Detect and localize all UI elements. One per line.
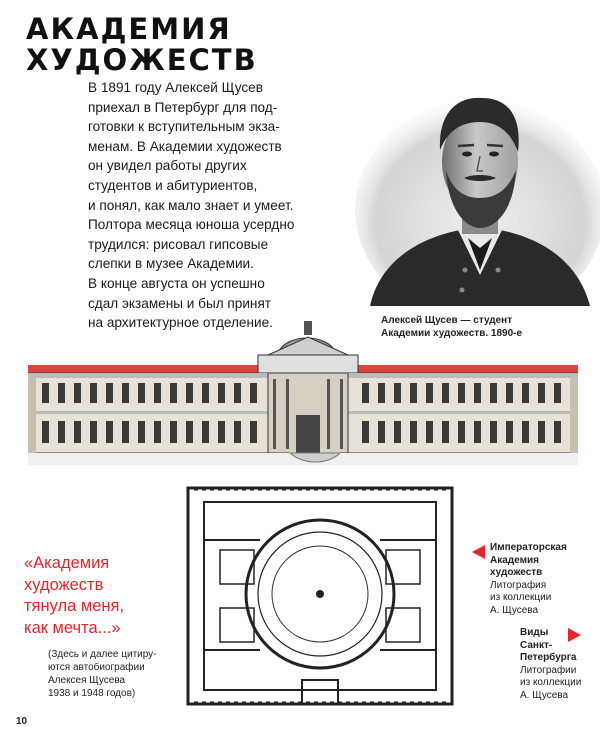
caption-line: из коллекции [490,592,552,603]
body-line: В конце августа он успешно [88,275,265,291]
caption-line: Алексей Щусев — студент [381,315,513,326]
caption-line: из коллекции [520,677,582,688]
facade-window [74,383,81,403]
body-line: студентов и абитуриентов, [88,177,258,193]
facade-window [410,421,417,443]
facade-window [250,421,257,443]
facade-window [394,421,401,443]
facade-window [410,383,417,403]
body-line: Полтора месяца юноша усердно [88,217,295,233]
caption-line: А. Щусева [490,604,539,616]
academy-floor-plan [180,480,460,712]
facade-window [442,383,449,403]
body-line: приехал в Петербург для под- [88,99,278,115]
facade-window [426,383,433,403]
views-caption [520,627,600,702]
lithograph-caption [490,542,600,617]
facade-window [138,383,145,403]
quote-line: художеств [24,575,104,594]
facade-window [538,383,545,403]
facade-window [378,383,385,403]
portrait-photo [350,70,600,306]
facade-window [458,383,465,403]
title-line: АКАДЕМИЯ [26,12,232,46]
facade-window [218,421,225,443]
facade-window [234,421,241,443]
academy-facade-lithograph [28,315,578,475]
facade-window [138,421,145,443]
quote-line: как мечта...» [24,618,121,637]
pull-quote [24,553,194,639]
facade-window [362,421,369,443]
facade-window [394,383,401,403]
caption-title-line: Санкт- [520,639,553,651]
facade-window [186,383,193,403]
note-line: ются автобиографии [48,662,145,673]
body-line: готовки к вступительным экза- [88,119,280,135]
facade-window [426,421,433,443]
caption-title-line: Академия [490,554,539,566]
facade-window [490,421,497,443]
facade-window [458,421,465,443]
caption-line: Литография [490,579,547,591]
facade-window [122,421,129,443]
caption-line: Литографии [520,664,577,676]
quote-source-note [48,648,208,700]
caption-line: А. Щусева [520,689,569,701]
facade-window [202,421,209,443]
body-line: слепки в музее Академии. [88,256,254,272]
portrait-illustration [350,70,600,306]
body-line: В 1891 году Алексей Щусев [88,80,263,95]
facade-window [90,383,97,403]
title-line: ХУДОЖЕСТВ [26,43,258,77]
note-line: 1938 и 1948 годов) [48,688,136,699]
caption-title-line: художеств [490,567,543,578]
facade-window [58,421,65,443]
facade-window [154,421,161,443]
caption-line: Академии художеств. 1890-е [381,328,523,339]
note-line: Алексея Щусева [48,675,126,686]
body-line: он увидел работы других [88,158,247,174]
floor-plan-illustration [180,480,460,712]
body-line: трудился: рисовал гипсовые [88,236,269,252]
facade-window [474,421,481,443]
facade-window [106,383,113,403]
quote-line: тянула меня, [24,597,125,615]
page-number: 10 [16,716,28,727]
facade-window [554,383,561,403]
facade-illustration [28,315,578,475]
facade-window [122,383,129,403]
facade-window [186,421,193,443]
facade-window [58,383,65,403]
facade-window [538,421,545,443]
facade-window [170,421,177,443]
facade-window [506,383,513,403]
left-arrow-icon [472,545,485,559]
facade-window [234,383,241,403]
caption-title-line: Виды [520,627,549,638]
facade-window [490,383,497,403]
facade-window [154,383,161,403]
facade-window [442,421,449,443]
caption-title-line: Петербурга [520,652,577,663]
facade-window [42,383,49,403]
facade-window [554,421,561,443]
facade-window [74,421,81,443]
body-line: и понял, как мало знает и умеет. [88,197,294,213]
body-text [88,78,388,333]
caption-title-line: Императорская [490,542,567,553]
facade-window [218,383,225,403]
body-line: на архитектурное отделение. [88,315,273,331]
facade-window [522,421,529,443]
facade-window [378,421,385,443]
quote-line: «Академия [24,554,110,572]
body-line: менам. В Академии художеств [88,138,282,154]
facade-window [170,383,177,403]
facade-window [474,383,481,403]
facade-window [42,421,49,443]
note-line: (Здесь и далее цитиру- [48,649,157,660]
facade-window [106,421,113,443]
facade-window [362,383,369,403]
body-line: сдал экзамены и был принят [88,295,272,311]
page-title [26,14,326,76]
facade-window [202,383,209,403]
facade-window [90,421,97,443]
facade-window [522,383,529,403]
facade-window [506,421,513,443]
facade-window [250,383,257,403]
